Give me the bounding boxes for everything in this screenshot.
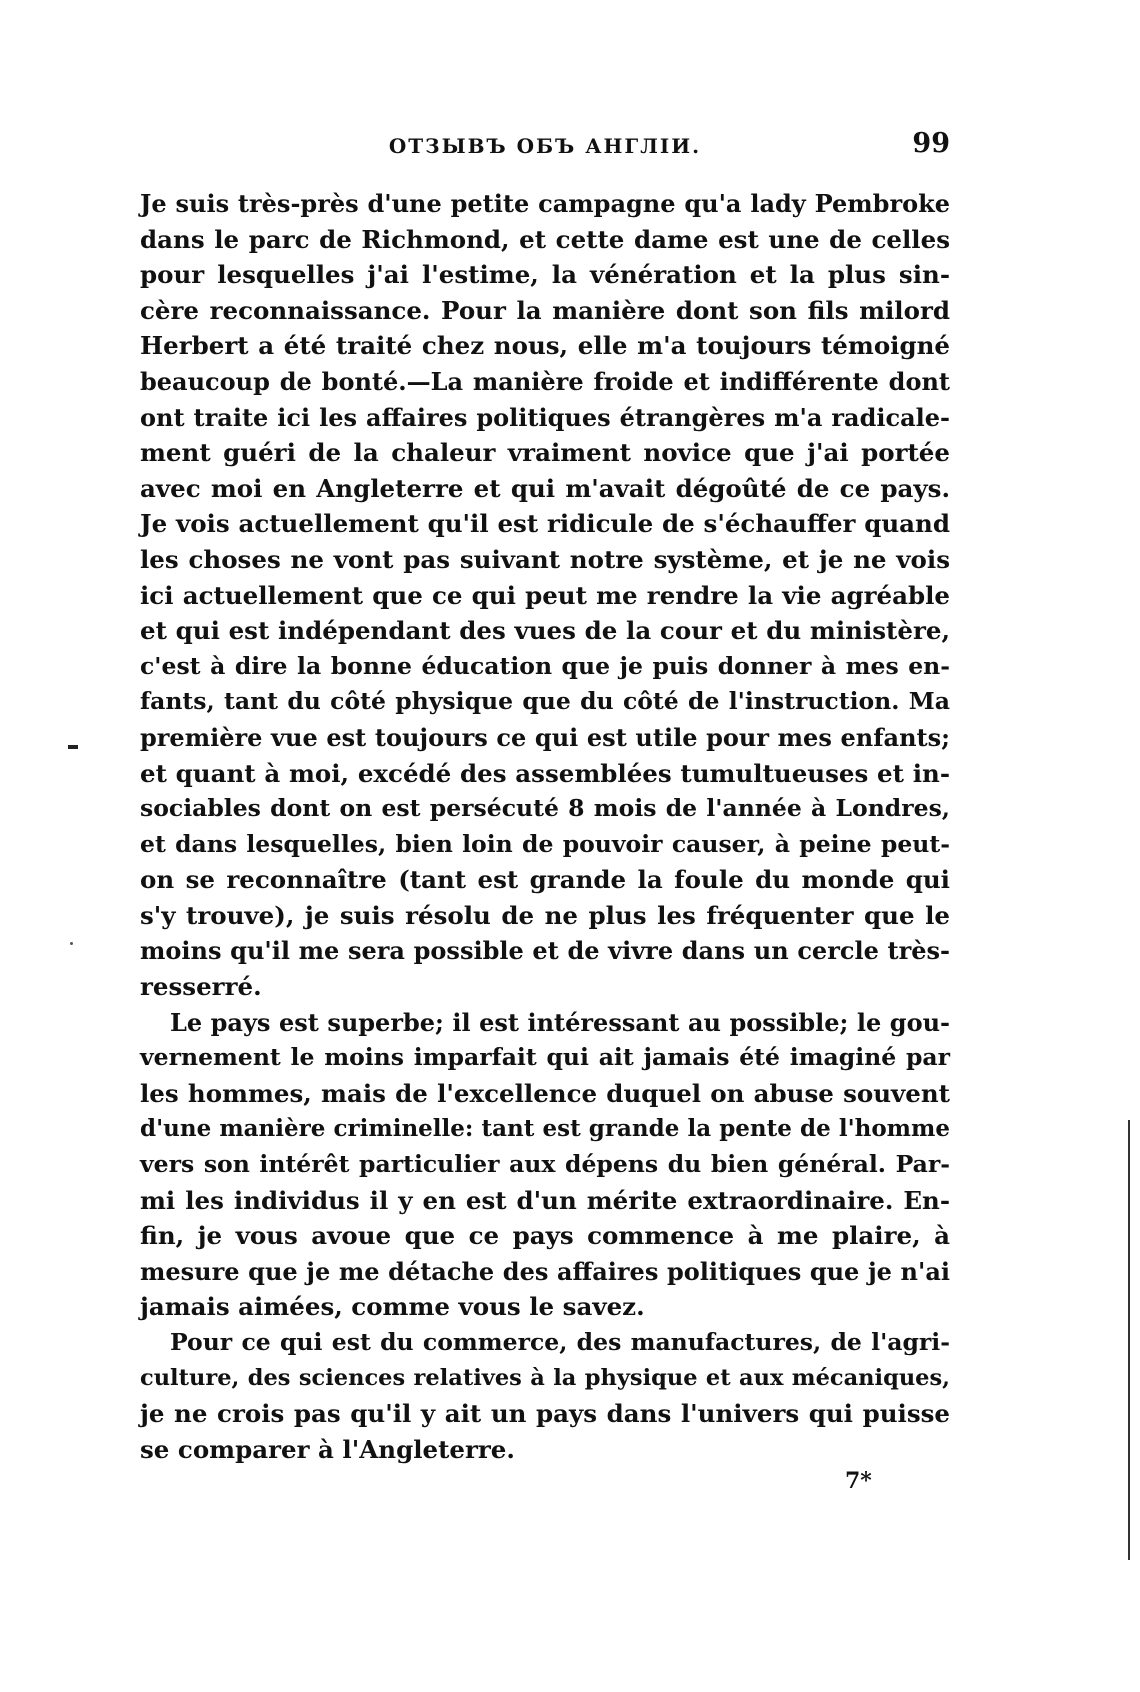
text-line: fants, tant du côté physique que du côté de l'instruction. Ma: [140, 687, 950, 716]
text-line: Herbert a été traité chez nous, elle m'a toujours témoigné: [140, 331, 950, 361]
running-title: ОТЗЫВЪ ОБЪ АНГЛІИ.: [388, 134, 702, 158]
text-line: Je vois actuellement qu'il est ridicule de s'échauffer quand: [140, 509, 950, 539]
text-line: on se reconnaître (tant est grande la foule du monde qui: [140, 865, 950, 895]
text-line: s'y trouve), je suis résolu de ne plus les fréquenter que le: [140, 900, 950, 930]
text-line: Pour ce qui est du commerce, des manufactures, de l'agri-: [170, 1328, 950, 1356]
text-line: se comparer à l'Angleterre.: [140, 1434, 515, 1464]
text-line: resserré.: [140, 972, 262, 1002]
text-line: avec moi en Angleterre et qui m'avait dégoûté de ce pays.: [140, 473, 950, 503]
text-line: ici actuellement que ce qui peut me rendre la vie agréable: [140, 580, 950, 610]
text-line: les hommes, mais de l'excellence duquel on abuse souvent: [140, 1078, 950, 1108]
text-line: mi les individus il y en est d'un mérite extraordinaire. En-: [140, 1185, 950, 1215]
text-line: cère reconnaissance. Pour la manière dont son fils milord: [140, 295, 950, 325]
text-line: vernement le moins imparfait qui ait jamais été imaginé par: [140, 1043, 950, 1072]
text-line: moins qu'il me sera possible et de vivre dans un cercle très-: [140, 936, 950, 966]
margin-mark: [68, 745, 78, 749]
text-line: Le pays est superbe; il est intéressant au possible; le gou-: [170, 1007, 950, 1037]
text-line: et qui est indépendant des vues de la cour et du ministère,: [140, 616, 950, 646]
text-line: je ne crois pas qu'il y ait un pays dans l'univers qui puisse: [140, 1399, 950, 1429]
text-line: vers son intérêt particulier aux dépens du bien général. Par-: [140, 1150, 950, 1179]
text-line: dans le parc de Richmond, et cette dame est une de celles: [140, 224, 950, 254]
body-text: [140, 186, 950, 1467]
page-number: 99: [912, 128, 950, 159]
text-line: Je suis très-près d'une petite campagne qu'a lady Pembroke: [140, 189, 950, 218]
text-line: d'une manière criminelle: tant est grande la pente de l'homme: [140, 1115, 950, 1143]
signature-mark: 7*: [845, 1468, 872, 1494]
text-line: ment guéri de la chaleur vraiment novice que j'ai portée: [140, 438, 950, 468]
text-line: les choses ne vont pas suivant notre système, et je ne vois: [140, 544, 950, 574]
text-line: sociables dont on est persécuté 8 mois de l'année à Londres,: [140, 794, 950, 823]
text-line: première vue est toujours ce qui est utile pour mes enfants;: [140, 722, 950, 752]
text-line: mesure que je me détache des affaires politiques que je n'ai: [140, 1256, 950, 1286]
text-line: et quant à moi, excédé des assemblées tumultueuses et in-: [140, 758, 950, 788]
text-line: c'est à dire la bonne éducation que je puis donner à mes en-: [140, 651, 950, 680]
text-line: fin, je vous avoue que ce pays commence à me plaire, à: [140, 1221, 950, 1251]
text-line: pour lesquelles j'ai l'estime, la vénération et la plus sin-: [140, 260, 950, 290]
margin-dot: [70, 942, 73, 945]
text-line: beaucoup de bonté.—La manière froide et indifférente dont: [140, 366, 950, 396]
text-line: et dans lesquelles, bien loin de pouvoir causer, à peine peut-: [140, 829, 950, 858]
text-line: ont traite ici les affaires politiques étrangères m'a radicale-: [140, 402, 950, 432]
text-line: jamais aimées, comme vous le savez.: [140, 1292, 645, 1322]
running-head: [140, 128, 950, 168]
page-edge-line: [1128, 1120, 1130, 1560]
text-line: culture, des sciences relatives à la physique et aux mécaniques,: [140, 1364, 950, 1391]
